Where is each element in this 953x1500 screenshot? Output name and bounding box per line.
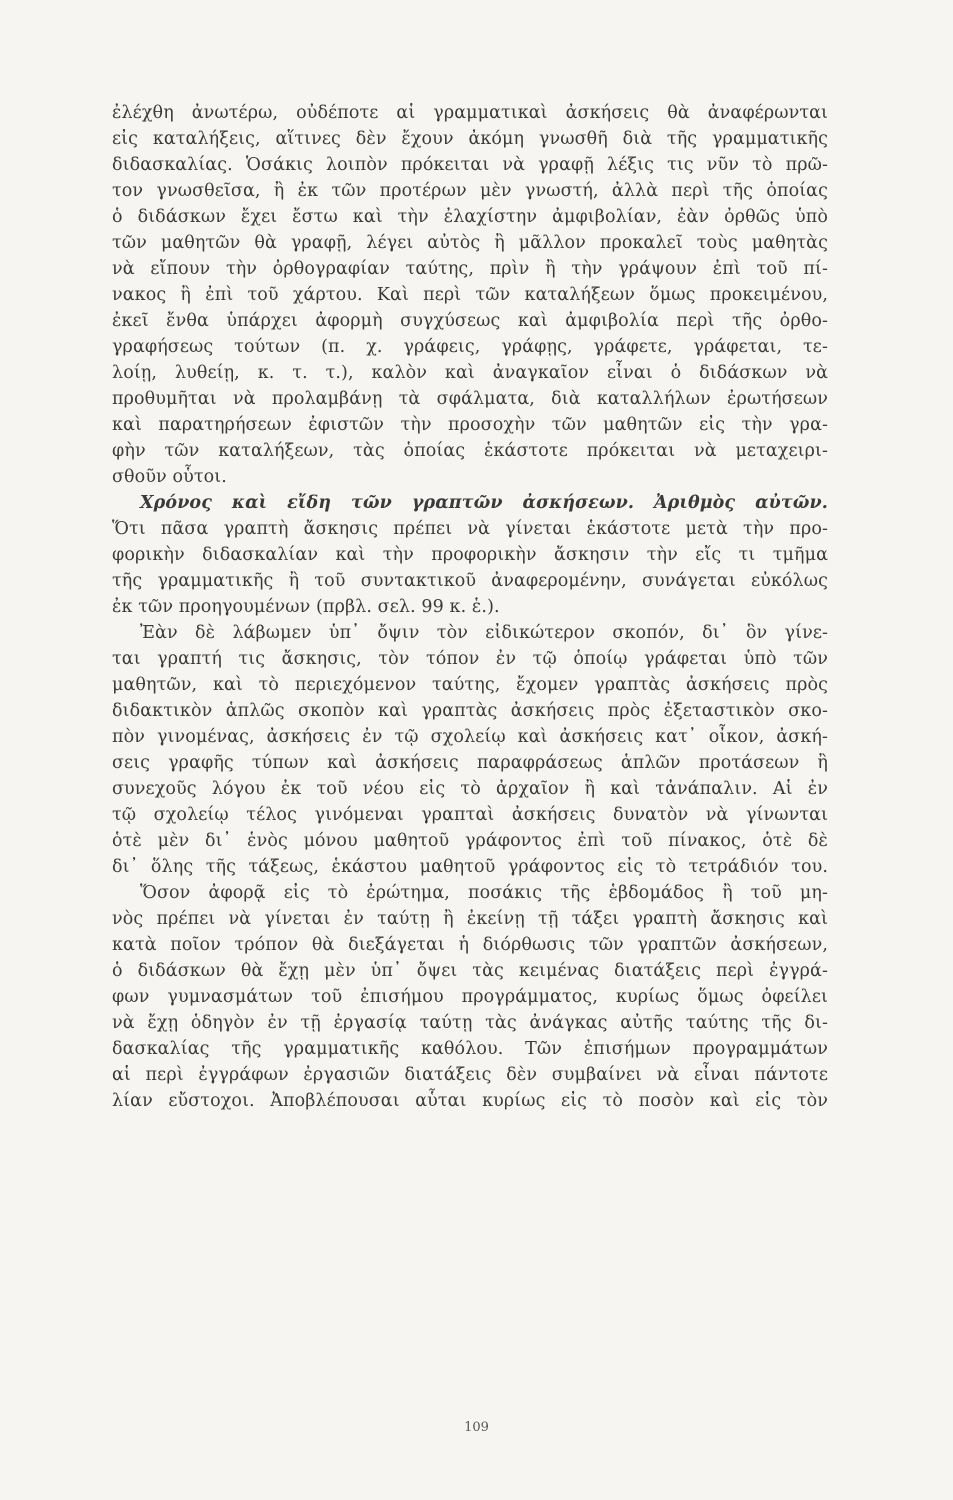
text-line: εἰς καταλήξεις, αἵτινες δὲν ἔχουν ἀκόμη γνωσθῆ διὰ τῆς γραμματικῆς (112, 129, 828, 149)
section-heading: Χρόνος καὶ εἴδη τῶν γραπτῶν ἀσκήσεων. Ἀριθμὸς αὐτῶν. (140, 493, 828, 513)
page-number: 109 (464, 1420, 489, 1435)
text-line: φορικὴν διδασκαλίαν καὶ τὴν προφορικὴν ἄσκησιν τὴν εἴς τι τμῆμα (112, 545, 828, 565)
text-line: ἐκεῖ ἔνθα ὑπάρχει ἀφορμὴ συγχύσεως καὶ ἀμφιβολία περὶ τῆς ὀρθο- (112, 311, 828, 331)
text-line: καὶ παρατηρήσεων ἐφιστῶν τὴν προσοχὴν τῶν μαθητῶν εἰς τὴν γρα- (112, 415, 828, 435)
text-line: φων γυμνασμάτων τοῦ ἐπισήμου προγράμματος, κυρίως ὅμως ὀφείλει (112, 987, 828, 1007)
text-line: σεις γραφῆς τύπων καὶ ἀσκήσεις παραφράσεως ἁπλῶν προτάσεων ἢ (112, 753, 828, 773)
text-line: προθυμῆται νὰ προλαμβάνῃ τὰ σφάλματα, διὰ καταλλήλων ἐρωτήσεων (112, 389, 828, 409)
text-line: πὸν γινομένας, ἀσκήσεις ἐν τῷ σχολείῳ καὶ ἀσκήσεις κατ᾿ οἶκον, ἀσκή- (112, 727, 828, 747)
text-line: τῆς γραμματικῆς ἢ τοῦ συντακτικοῦ ἀναφερομένην, συνάγεται εὐκόλως (112, 571, 828, 591)
text-line: τῷ σχολείῳ τέλος γινόμεναι γραπταὶ ἀσκήσεις δυνατὸν νὰ γίνωνται (112, 805, 828, 825)
text-line: διδακτικὸν ἁπλῶς σκοπὸν καὶ γραπτὰς ἀσκήσεις πρὸς ἐξεταστικὸν σκο- (112, 701, 828, 721)
text-line: τον γνωσθεῖσα, ἢ ἐκ τῶν προτέρων μὲν γνωστή, ἀλλὰ περὶ τῆς ὁποίας (112, 181, 828, 201)
text-line: ἐλέχθη ἀνωτέρω, οὐδέποτε αἱ γραμματικαὶ ἀσκήσεις θὰ ἀναφέρωνται (112, 103, 828, 123)
text-line: δασκαλίας τῆς γραμματικῆς καθόλου. Τῶν ἐπισήμων προγραμμάτων (112, 1039, 828, 1059)
text-line: ὁ διδάσκων ἔχει ἔστω καὶ τὴν ἐλαχίστην ἀμφιβολίαν, ἐὰν ὀρθῶς ὑπὸ (112, 207, 828, 227)
text-line: αἱ περὶ ἐγγράφων ἐργασιῶν διατάξεις δὲν συμβαίνει νὰ εἶναι πάντοτε (112, 1065, 828, 1085)
text-line: ἐκ τῶν προηγουμένων (πρβλ. σελ. 99 κ. ἑ.). (112, 597, 500, 617)
text-line: ται γραπτή τις ἄσκησις, τὸν τόπον ἐν τῷ ὁποίῳ γράφεται ὑπὸ τῶν (112, 649, 828, 669)
text-line: λοίῃ, λυθείῃ, κ. τ. τ.), καλὸν καὶ ἀναγκαῖον εἶναι ὁ διδάσκων νὰ (112, 363, 828, 383)
text-line: ὁ διδάσκων θὰ ἔχῃ μὲν ὑπ᾿ ὄψει τὰς κειμένας διατάξεις περὶ ἐγγρά- (112, 961, 828, 981)
text-line: νὰ ἔχῃ ὁδηγὸν ἐν τῇ ἐργασίᾳ ταύτῃ τὰς ἀνάγκας αὐτῆς ταύτης τῆς δι- (112, 1013, 828, 1033)
text-line: νὰ εἴπουν τὴν ὀρθογραφίαν ταύτης, πρὶν ἢ τὴν γράψουν ἐπὶ τοῦ πί- (112, 259, 828, 279)
text-line: νὸς πρέπει νὰ γίνεται ἐν ταύτῃ ἢ ἐκείνῃ τῇ τάξει γραπτὴ ἄσκησις καὶ (112, 909, 828, 929)
text-line: νακος ἢ ἐπὶ τοῦ χάρτου. Καὶ περὶ τῶν καταλήξεων ὅμως προκειμένου, (112, 285, 828, 305)
body-text (112, 100, 828, 1114)
text-line: δι᾿ ὅλης τῆς τάξεως, ἑκάστου μαθητοῦ γράφοντος εἰς τὸ τετράδιόν του. (112, 857, 828, 877)
text-line: διδασκαλίας. Ὁσάκις λοιπὸν πρόκειται νὰ γραφῇ λέξις τις νῦν τὸ πρῶ- (112, 155, 828, 175)
text-line: μαθητῶν, καὶ τὸ περιεχόμενον ταύτης, ἔχομεν γραπτὰς ἀσκήσεις πρὸς (112, 675, 828, 695)
text-line: φὴν τῶν καταλήξεων, τὰς ὁποίας ἑκάστοτε πρόκειται νὰ μεταχειρι- (112, 441, 828, 461)
text-line: ὁτὲ μὲν δι᾿ ἑνὸς μόνου μαθητοῦ γράφοντος ἐπὶ τοῦ πίνακος, ὁτὲ δὲ (112, 831, 828, 851)
text-line: Ἐὰν δὲ λάβωμεν ὑπ᾿ ὄψιν τὸν εἰδικώτερον σκοπόν, δι᾿ ὃν γίνε- (140, 623, 828, 643)
text-line: κατὰ ποῖον τρόπον θὰ διεξάγεται ἡ διόρθωσις τῶν γραπτῶν ἀσκήσεων, (112, 935, 828, 955)
text-line: τῶν μαθητῶν θὰ γραφῇ, λέγει αὐτὸς ἢ μᾶλλον προκαλεῖ τοὺς μαθητὰς (112, 233, 828, 253)
text-line: λίαν εὔστοχοι. Ἀποβλέπουσαι αὗται κυρίως εἰς τὸ ποσὸν καὶ εἰς τὸν (112, 1091, 828, 1111)
text-line: Ὅτι πᾶσα γραπτὴ ἄσκησις πρέπει νὰ γίνεται ἑκάστοτε μετὰ τὴν προ- (112, 519, 828, 539)
text-line: γραφήσεως τούτων (π. χ. γράφεις, γράφῃς, γράφετε, γράφεται, τε- (112, 337, 828, 357)
text-line: συνεχοῦς λόγου ἐκ τοῦ νέου εἰς τὸ ἀρχαῖον ἢ καὶ τἀνάπαλιν. Αἱ ἐν (112, 779, 828, 799)
text-line: Ὅσον ἀφορᾷ εἰς τὸ ἐρώτημα, ποσάκις τῆς ἑβδομάδος ἢ τοῦ μη- (140, 883, 828, 903)
text-line: σθοῦν οὗτοι. (112, 467, 227, 487)
